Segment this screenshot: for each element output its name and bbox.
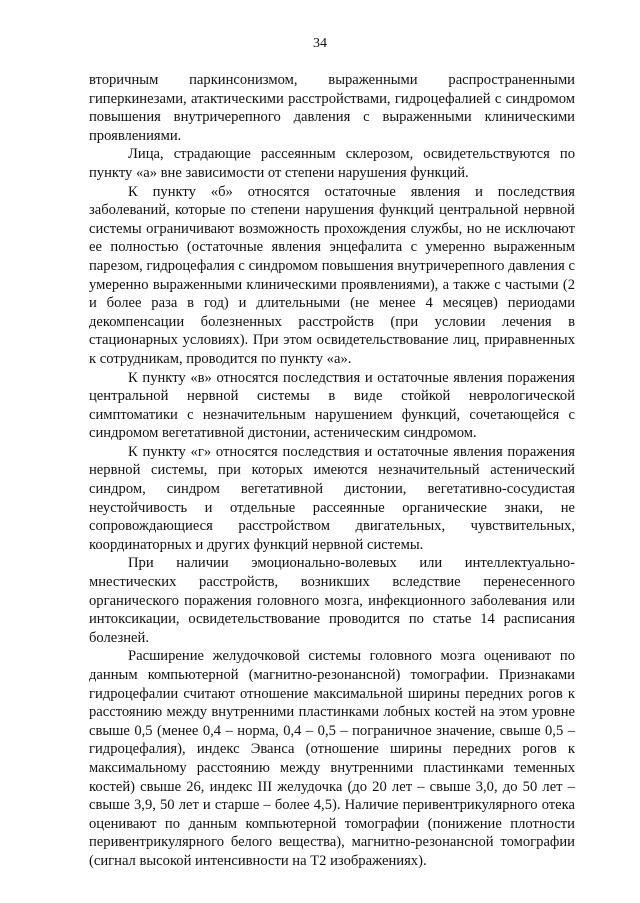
paragraph-multiple-sclerosis: Лица, страдающие рассеянным склерозом, освидетельствуются по пункту «а» вне зависимости от степени нарушения функций. <box>89 146 575 181</box>
paragraph-point-v: К пункту «в» относятся последствия и остаточные явления поражения центральной нервной системы в виде стойкой неврологической симптоматики с незначительным нарушением функций, сочетающейся с синдромом вегетативной дистонии, астеническим синдромом. <box>89 369 575 442</box>
paragraph-ventricular-expansion: Расширение желудочковой системы головного мозга оценивают по данным компьютерной (магнитно-резонансной) томографии. Признаками гидроцефалии считают отношение максимальной ширины передних рогов к расстоянию между внутренними пластинками лобных костей на этом уровне свыше 0,5 (менее 0,4 – норма, 0,4 – 0,5 – пограничное значение, свыше 0,5 – гидроцефалия), индекс Эванса (отношение ширины передних рогов к максимальному расстоянию между внутренними пластинками теменных костей) свыше 26, индекс III желудочка (до 20 лет – свыше 3,0, до 50 лет – свыше 3,9, 50 лет и старше – более 4,5). Наличие перивентрикулярного отека оценивают по данным компьютерной томографии (понижение плотности перивентрикулярного белого вещества), магнитно-резонансной томографии (сигнал высокой интенсивности на Т2 изображениях). <box>89 648 575 869</box>
paragraph-continuation: вторичным паркинсонизмом, выраженными распространенными гиперкинезами, атактическими расстройствами, гидроцефалией с синдромом повышения внутричерепного давления с выраженными клиническими проявлениями. <box>89 72 575 144</box>
paragraph-point-g: К пункту «г» относятся последствия и остаточные явления поражения нервной системы, при которых имеются незначительный астенический синдром, синдром вегетативной дистонии, вегетативно-сосудистая неустойчивость и отдельные рассеянные органические знаки, не сопровождающиеся расстройством двигательных, чувствительных, координаторных и других функций нервной системы. <box>89 443 575 553</box>
document-body <box>89 71 575 871</box>
paragraph-emotional-disorders: При наличии эмоционально-волевых или интеллектуально-мнестических расстройств, возникших вследствие перенесенного органического поражения головного мозга, инфекционного заболевания или интоксикации, освидетельствование проводится по статье 14 расписания болезней. <box>89 555 575 646</box>
page-number: 34 <box>313 36 327 51</box>
paragraph-point-b: К пункту «б» относятся остаточные явления и последствия заболеваний, которые по степени нарушения функций центральной нервной системы ограничивают возможность прохождения службы, но не исключают ее полностью (остаточные явления энцефалита с умеренно выраженным парезом, гидроцефалия с синдромом повышения внутричерепного давления с умеренно выраженными клиническими проявлениями), а также с частыми (2 и более раза в год) и длительными (не менее 4 месяцев) периодами декомпенсации болезненных расстройств (при условии лечения в стационарных условиях). При этом освидетельствование лиц, приравненных к сотрудникам, проводится по пункту «а». <box>89 183 575 367</box>
